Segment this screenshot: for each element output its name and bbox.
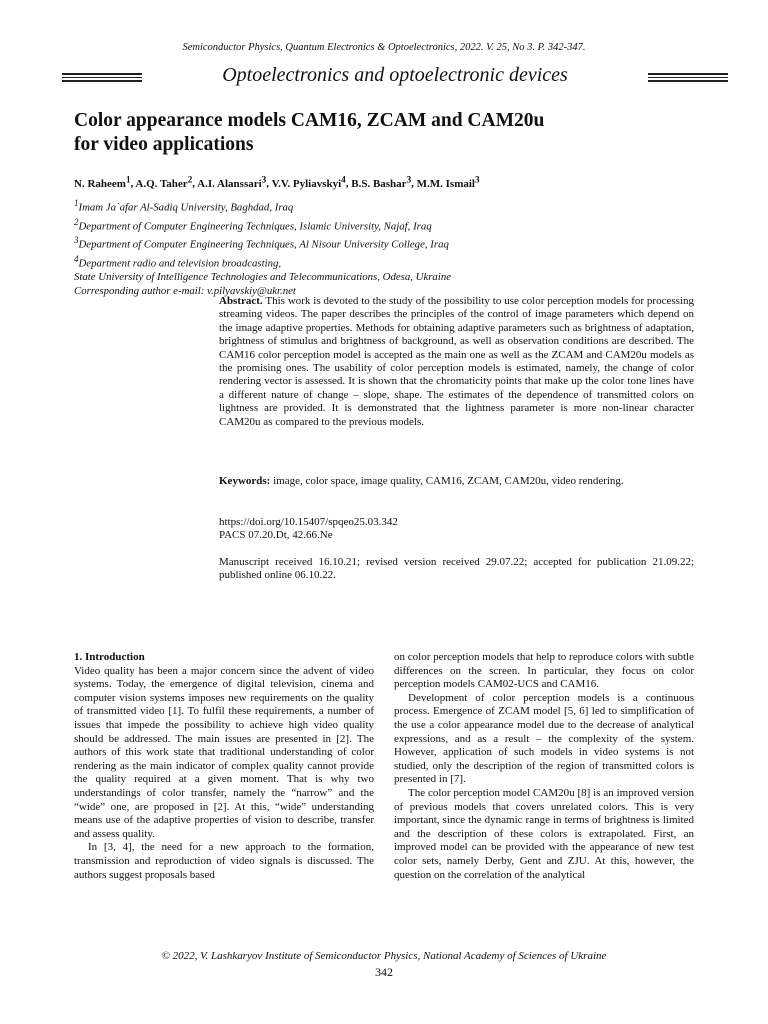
- section-banner: [62, 64, 728, 90]
- footer-copyright: © 2022, V. Lashkaryov Institute of Semiconductor Physics, National Academy of Sciences of Ukraine: [161, 950, 607, 962]
- author: V.V. Pyliavskyi$^4$: [271, 174, 346, 190]
- author: N. Raheem$^1$: [74, 174, 131, 190]
- manuscript-dates: Manuscript received 16.10.21; revised version received 29.07.22; accepted for publication 21.09.22; published online 06.10.22.: [219, 556, 694, 582]
- keywords: [219, 475, 694, 488]
- affiliation: $^2$Department of Computer Engineering Techniques, Islamic University, Najaf, Iraq: [74, 216, 432, 233]
- paragraph: on color perception models that help to reproduce colors with subtle differences on the screen. In particular, they focus on color perception models CAM02-UCS and CAM16.: [394, 651, 694, 691]
- keywords-text: image, color space, image quality, CAM16, ZCAM, CAM20u, video rendering.: [273, 475, 624, 487]
- affiliation: $^4$Department radio and television broadcasting,: [74, 253, 282, 270]
- author-list: N. Raheem$^1$, A.Q. Taher$^2$, A.I. Alanssari$^3$, V.V. Pyliavskyi$^4$, B.S. Bashar$^3$, M.M. Ismail$^3$: [74, 174, 480, 190]
- page-number: 342: [375, 965, 393, 979]
- paper-title: [74, 109, 694, 157]
- paragraph: The color perception model CAM20u [8] is an improved version of previous models that covers unrelated colors. This is very important, since the dynamic range in terms of brightness is limited and the description of these colors is extrapolated. First, an improved model can be provided with the appearance of new test color sets, namely Derby, Gent and ZJU. At this, however, the question on the correlation of the analytical: [394, 786, 694, 881]
- paragraph: Video quality has been a major concern since the advent of video systems. Today, the emergence of digital television, cinema and computer vision systems imposes new requirements on the quality of transmitted video [1]. To fulfil these requirements, a number of issues that impede the possibility to achieve high video quality should be addressed. The main issues are presented in [2]. The authors of this work state that traditional understanding of color rendering as the main indicator of complex quality cannot provide the quality required at a given moment. That is why two understandings of color transfer, namely the “narrow” and the “wide” one, are proposed in [2]. At this, “wide” understanding means use of the adaptive properties of vision to describe, transfer and assess quality.: [74, 664, 374, 840]
- author: A.I. Alanssari$^3$: [197, 174, 267, 190]
- affiliation: $^1$Imam Ja`afar Al-Sadiq University, Baghdad, Iraq: [74, 198, 294, 214]
- affiliations: [74, 196, 714, 298]
- journal-citation: Semiconductor Physics, Quantum Electronics & Optoelectronics, 2022. V. 25, No 3. P. 342-347.: [182, 42, 586, 53]
- section-title: Optoelectronics and optoelectronic devices: [222, 64, 568, 86]
- pacs-codes: PACS 07.20.Dt, 42.66.Ne: [219, 529, 333, 542]
- abstract: [219, 295, 694, 429]
- author: M.M. Ismail$^3$: [416, 174, 480, 190]
- abstract-label: Abstract.: [219, 295, 263, 307]
- paper-title-line-2: for video applications: [74, 134, 254, 155]
- author: B.S. Bashar$^3$: [351, 174, 412, 190]
- banner-right-rule: [648, 73, 728, 84]
- affiliation-continued: State University of Intelligence Technologies and Telecommunications, Odesa, Ukraine: [74, 271, 452, 284]
- paper-title-line-1: Color appearance models CAM16, ZCAM and CAM20u: [74, 110, 545, 131]
- affiliation: $^3$Department of Computer Engineering Techniques, Al Nisour University College, Iraq: [74, 235, 449, 251]
- keywords-label: Keywords:: [219, 475, 271, 487]
- paragraph: Development of color perception models is a continuous process. Emergence of ZCAM model [5, 6] led to simplification of the use a color appearance model due to the decrease of analytical expressions, and as a result – the complexity of the system. However, application of such models in video systems is not studied, only the description of the region of transmitted colors is presented in [7].: [394, 691, 694, 786]
- banner-left-rule: [62, 73, 142, 84]
- corresponding-author: Corresponding author e-mail: v.pilyavskiy@ukr.net: [74, 285, 296, 298]
- left-column: [74, 651, 374, 882]
- doi-link[interactable]: https://doi.org/10.15407/spqeo25.03.342: [219, 516, 398, 528]
- doi-block: [219, 516, 694, 543]
- paragraph: In [3, 4], the need for a new approach to the formation, transmission and reproduction of video signals is discussed. The authors suggest proposals based: [74, 841, 374, 881]
- author: A.Q. Taher$^2$: [135, 174, 193, 190]
- right-column: [394, 651, 694, 882]
- section-heading: 1. Introduction: [74, 651, 145, 663]
- abstract-text: This work is devoted to the study of the possibility to use color perception models for processing streaming videos. The paper describes the principles of the control of image parameters which depend on the image adaptive properties. Methods for obtaining adaptive parameters such as brightness of adaptation, brightness of stimulus and brightness of background, as well as observation conditions are described. The CAM16 color perception model is accepted as the main one as well as the ZCAM and CAM20u models as the promising ones. The usability of color perception models is estimated, namely, the change of color rendering vector is assessed. It is shown that the chromaticity points that make up the color tone lines have a different nature of change – slope, shape. The estimates of the dependence of transmitted colors on lightness are provided. It is demonstrated that the lightness parameter is more non-linear character CAM20u as compared to the previous models.: [219, 295, 694, 428]
